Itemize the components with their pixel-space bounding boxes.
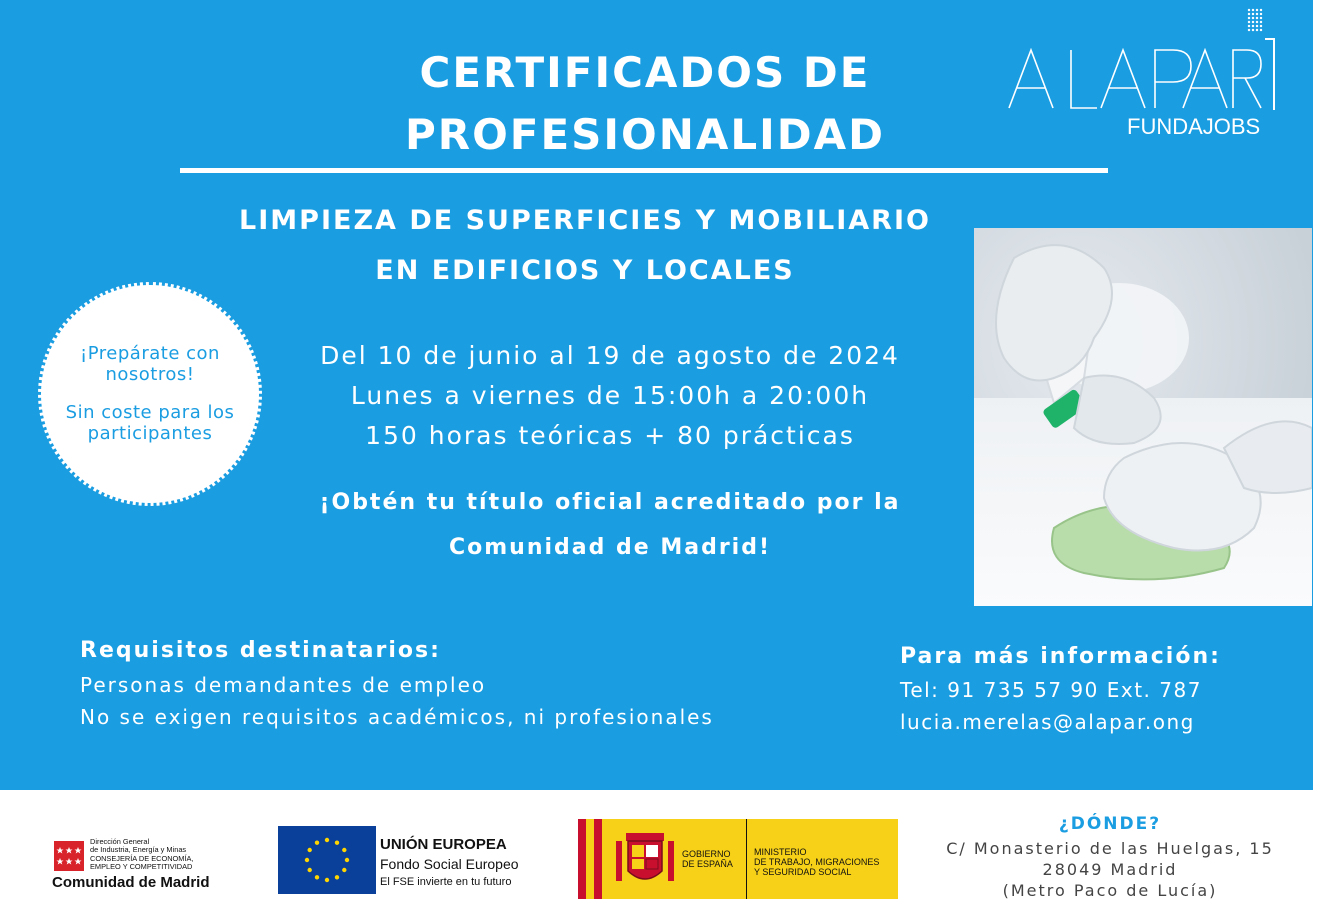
cta-line-2: Comunidad de Madrid! <box>448 535 772 560</box>
alapar-logo <box>1005 8 1280 143</box>
spain-flag-stripe-center <box>586 819 594 899</box>
title-divider <box>180 168 1108 173</box>
comunidad-name: Comunidad de Madrid <box>52 874 210 891</box>
badge-text-prepare: ¡Prepárate con nosotros! <box>80 343 220 385</box>
coat-of-arms-icon <box>614 827 676 891</box>
course-title-line-2: EN EDIFICIOS Y LOCALES <box>375 255 795 286</box>
logo-subtitle: FUNDAJOBS <box>1127 114 1261 139</box>
location-postal: 28049 Madrid <box>1042 860 1178 879</box>
logo-dots-icon <box>1247 8 1263 32</box>
page-title <box>180 42 1110 166</box>
gobierno-espana-logo <box>578 819 898 899</box>
schedule-dates: Del 10 de junio al 19 de agosto de 2024 <box>320 341 900 370</box>
logo-wordmark <box>1005 44 1265 114</box>
eu-title: UNIÓN EUROPEA <box>380 836 507 853</box>
logo-bracket-icon <box>1265 38 1275 110</box>
title-line-2: PROFESIONALIDAD <box>404 110 886 159</box>
comunidad-madrid-logo <box>52 838 252 898</box>
course-title <box>180 196 990 296</box>
cleaning-photo <box>974 228 1312 606</box>
requirement-item: Personas demandantes de empleo <box>80 673 487 697</box>
title-line-1: CERTIFICADOS DE <box>419 48 871 97</box>
location-metro: (Metro Paco de Lucía) <box>1002 881 1218 900</box>
contact-phone[interactable]: Tel: 91 735 57 90 Ext. 787 <box>900 678 1202 702</box>
contact-email[interactable]: lucia.merelas@alapar.ong <box>900 710 1195 734</box>
location-title: ¿DÓNDE? <box>1058 814 1162 834</box>
badge-text-free: Sin coste para los participantes <box>65 402 235 444</box>
promo-badge <box>38 282 262 506</box>
schedule-hours: Lunes a viernes de 15:00h a 20:00h <box>350 381 870 410</box>
gobierno-divider <box>746 819 747 899</box>
madrid-flag-icon <box>54 841 84 871</box>
eu-flag-icon <box>278 826 376 894</box>
requirements-title: Requisitos destinatarios: <box>80 638 441 663</box>
cta-line-1: ¡Obtén tu título oficial acreditado por la <box>319 490 901 515</box>
requirement-item: No se exigen requisitos académicos, ni profesionales <box>80 705 714 729</box>
schedule-block <box>240 336 980 456</box>
contact-title: Para más información: <box>900 644 1221 669</box>
eu-fund: Fondo Social Europeo <box>380 856 519 872</box>
gobierno-text: GOBIERNO DE ESPAÑA <box>682 849 733 869</box>
gloved-hands-illustration <box>974 228 1312 606</box>
location-address: C/ Monasterio de las Huelgas, 15 <box>946 839 1274 858</box>
eu-fse-logo <box>278 826 548 894</box>
comunidad-department-text: Dirección General de Industria, Energía y Minas CONSEJERÍA DE ECONOMÍA, EMPLEO Y COMPETITIVIDAD <box>90 837 194 872</box>
eu-motto: El FSE invierte en tu futuro <box>380 876 512 888</box>
certificate-callout <box>240 480 980 570</box>
schedule-duration: 150 horas teóricas + 80 prácticas <box>365 421 855 450</box>
course-title-line-1: LIMPIEZA DE SUPERFICIES Y MOBILIARIO <box>239 205 931 236</box>
ministerio-text: MINISTERIO DE TRABAJO, MIGRACIONES Y SEGURIDAD SOCIAL <box>754 847 880 877</box>
